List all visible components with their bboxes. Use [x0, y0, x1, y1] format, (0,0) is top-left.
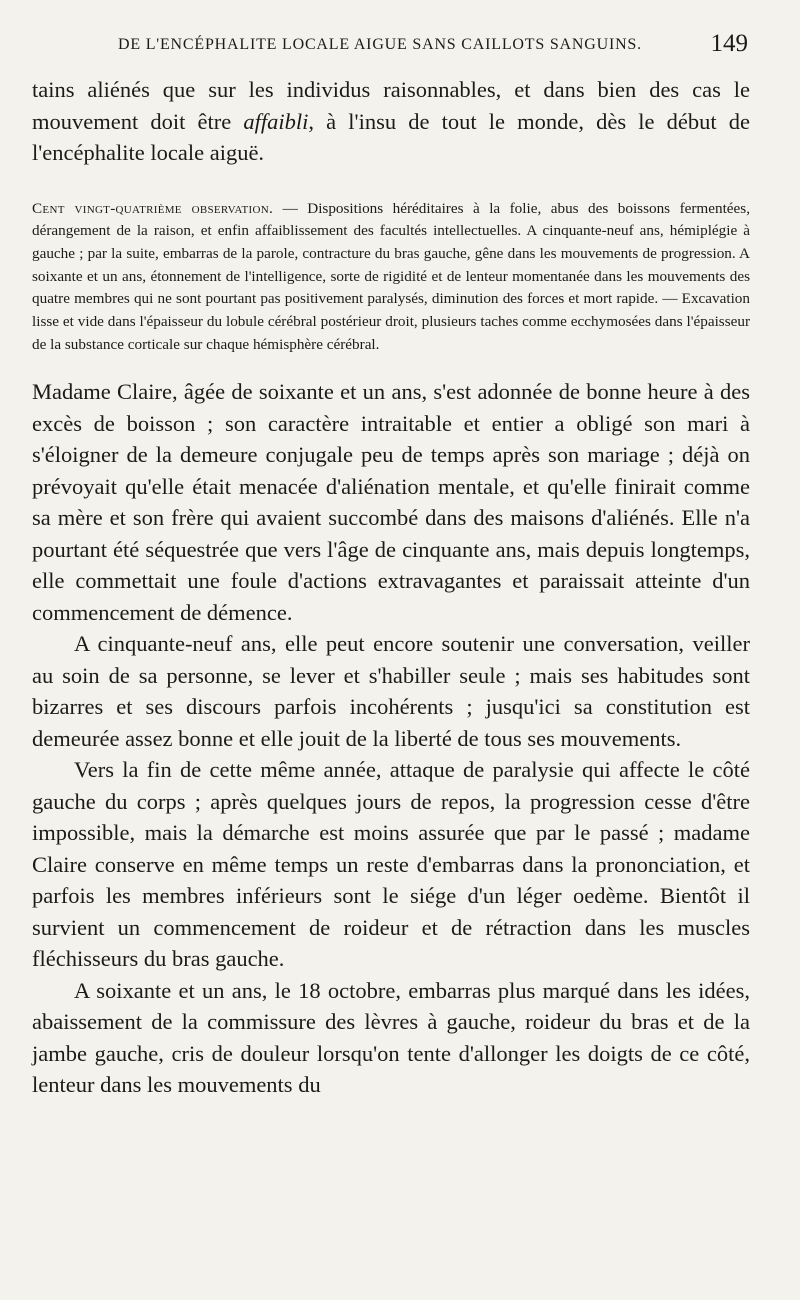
intro-paragraph	[32, 74, 750, 169]
body-paragraph-2: A cinquante-neuf ans, elle peut encore soutenir une conversation, veiller au soin de sa personne, se lever et s'habiller seule ; mais ses habitudes sont bizarres et ses discours parfois incohérents ; jusqu'ici sa constitution est demeurée assez bonne et elle jouit de la liberté de tous ses mouvements.	[32, 631, 750, 751]
intro-text-after: , à l'insu de tout le monde, dès le début de l'encéphalite locale aiguë.	[32, 108, 751, 165]
intro-emphasis: affaibli	[243, 108, 309, 134]
page-number: 149	[710, 30, 748, 57]
page-header	[118, 30, 748, 66]
page-body	[32, 74, 750, 1101]
body-paragraph-4: A soixante et un ans, le 18 octobre, embarras plus marqué dans les idées, abaissement de la commissure des lèvres à gauche, roideur du bras et de la jambe gauche, cris de douleur lorsqu'on tente d'allonger les doigts de ce côté, lenteur dans les mouvements du	[32, 977, 750, 1098]
running-title: DE L'ENCÉPHALITE LOCALE AIGUE SANS CAILLOTS SANGUINS.	[118, 36, 642, 53]
observation-heading: Cent vingt-quatrième observation.	[32, 199, 274, 217]
body-paragraph-1: Madame Claire, âgée de soixante et un ans, s'est adonnée de bonne heure à des excès de boisson ; son caractère intraitable et entier a obligé son mari à s'éloigner de la demeure conjugale peu de temps après son mariage ; déjà on prévoyait qu'elle était menacée d'aliénation mentale, et qu'elle finirait comme sa mère et son frère qui avaient succombé dans des maisons d'aliénés. Elle n'a pourtant été séquestrée que vers l'âge de cinquante ans, mais depuis longtemps, elle commettait une foule d'actions extravagantes et paraissait atteinte d'un commencement de démence.	[32, 379, 750, 625]
intro-text-before: tains aliénés que sur les individus raisonnables, et dans bien des cas le mouvement doit être	[32, 77, 750, 134]
body-paragraph-3: Vers la fin de cette même année, attaque de paralysie qui affecte le côté gauche du corps ; après quelques jours de repos, la progression cesse d'être impossible, mais la démarche est moins assurée que par le passé ; madame Claire conserve en même temps un reste d'embarras dans la prononciation, et parfois les membres inférieurs sont le siége d'un léger oedème. Bientôt il survient un commencement de roideur et de rétraction dans les muscles fléchisseurs du bras gauche.	[32, 757, 750, 972]
observation-summary	[32, 198, 750, 357]
observation-text: — Dispositions héréditaires à la folie, abus des boissons fermentées, dérangement de la raison, et enfin affaiblissement des facultés intellectuelles. A cinquante-neuf ans, hémiplégie à gauche ; par la suite, embarras de la parole, contracture du bras gauche, gêne dans les mouvements de progression. A soixante et un ans, étonnement de l'intelligence, sorte de rigidité et de lenteur momentanée dans les mouvements des quatre membres qui ne sont pourtant pas positivement paralysés, diminution des forces et mort rapide. — Excavation lisse et vide dans l'épaisseur du lobule cérébral postérieur droit, plusieurs taches comme ecchymosées dans l'épaisseur de la substance corticale sur chaque hémisphère cérébral.	[32, 199, 750, 353]
